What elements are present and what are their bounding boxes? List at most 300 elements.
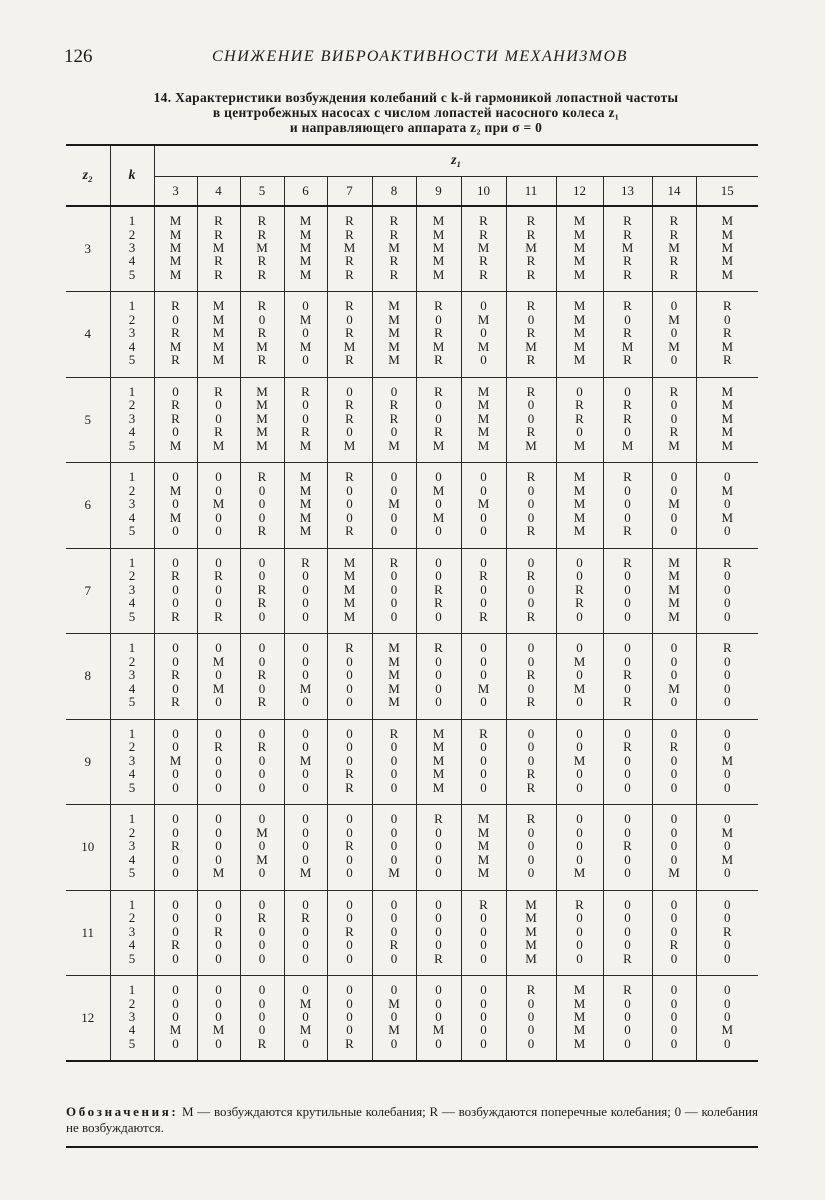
k-value: 4 (128, 766, 136, 782)
table-cell (696, 548, 758, 634)
table-row (66, 206, 758, 292)
cell-codes: R 0 0 R M (432, 383, 445, 453)
cell-codes: R 0 0 0 0 (479, 896, 488, 966)
table-cell (603, 463, 652, 549)
table-cell (603, 890, 652, 976)
table-cell (154, 292, 197, 378)
k-column-cell (110, 463, 154, 549)
table-cell (603, 805, 652, 891)
k-value: 4 (128, 937, 136, 953)
table-cell (603, 634, 652, 720)
table-cell (197, 634, 240, 720)
table-cell (197, 548, 240, 634)
table-row (66, 890, 758, 976)
cell-codes: 0 0 R 0 0 (214, 896, 223, 966)
header-z1-value: 10 (461, 177, 506, 207)
table-cell (197, 890, 240, 976)
table-cell (696, 292, 758, 378)
table-cell (556, 719, 603, 805)
cell-codes: R 0 0 0 0 (434, 640, 443, 710)
row-z2-value: 8 (66, 634, 110, 720)
cell-codes: 0 0 M 0 0 (477, 469, 490, 539)
cell-codes: 0 R R 0 M (343, 383, 356, 453)
cell-codes: R 0 0 R M (212, 383, 225, 453)
table-cell (154, 976, 197, 1062)
cell-codes: 0 M 0 M 0 (668, 298, 680, 368)
table-cell (696, 805, 758, 891)
table-cell (506, 719, 556, 805)
cell-codes: R R M R R (477, 213, 490, 282)
table-cell (652, 805, 696, 891)
caption-line-1: 14. Характеристики возбуждения колебаний с k-й гармоникой лопастной частоты (153, 90, 679, 105)
table-cell (240, 805, 284, 891)
k-column-cell (110, 976, 154, 1062)
cell-codes: 0 0 0 0 R (345, 982, 354, 1051)
cell-codes: M M M M M (721, 383, 734, 453)
table-cell (506, 463, 556, 549)
cell-codes: 0 0 0 M 0 (668, 640, 680, 710)
k-column-cell (110, 890, 154, 976)
table-cell (461, 292, 506, 378)
header-z1-value: 7 (327, 177, 372, 207)
table-cell (197, 206, 240, 292)
table-cell (197, 976, 240, 1062)
table-cell (197, 292, 240, 378)
table-cell (556, 890, 603, 976)
cell-codes: M M M M M (573, 298, 586, 368)
cell-codes: 0 M 0 M 0 (299, 298, 312, 368)
header-z1-value: 15 (696, 177, 758, 207)
table-cell (603, 976, 652, 1062)
cell-codes: 0 0 M 0 0 (668, 469, 680, 539)
cell-codes: M M M M M (169, 213, 182, 282)
k-column-cell (110, 206, 154, 292)
row-z2-value: 7 (66, 548, 110, 634)
table-cell (556, 206, 603, 292)
cell-codes: 0 0 0 0 M (299, 811, 312, 881)
cell-codes: R 0 0 0 0 (722, 640, 732, 710)
table-cell (284, 206, 327, 292)
cell-codes: M M M M M (573, 469, 586, 539)
table-cell (603, 377, 652, 463)
table-cell (327, 634, 372, 720)
cell-codes: 0 0 R 0 R (171, 640, 180, 710)
table-cell (652, 463, 696, 549)
k-value: 2 (128, 653, 136, 669)
table-cell (461, 377, 506, 463)
k-value: 3 (128, 667, 136, 683)
cell-codes: 0 0 0 0 0 (480, 982, 487, 1051)
table-cell (696, 206, 758, 292)
legend-text: M — возбуждаются крутильные колебания; R — возбуждаются поперечные колебания; 0 — колебания не возбуждаются. (66, 1104, 758, 1135)
cell-codes: 0 M 0 M 0 (721, 469, 734, 539)
k-column-cell (110, 548, 154, 634)
header-z1: z₁ (154, 145, 758, 177)
table-cell (416, 976, 461, 1062)
row-z2-value: 4 (66, 292, 110, 378)
k-value: 3 (128, 752, 136, 768)
header-z1-value: 6 (284, 177, 327, 207)
table-cell (240, 548, 284, 634)
cell-codes: 0 0 M 0 0 (212, 469, 225, 539)
table-cell (327, 976, 372, 1062)
cell-codes: 0 M 0 M 0 (573, 640, 586, 710)
cell-codes: 0 R 0 0 0 (257, 896, 267, 966)
table-cell (652, 890, 696, 976)
table-cell (372, 377, 416, 463)
k-value: 4 (128, 253, 136, 269)
table-row (66, 634, 758, 720)
table-row (66, 377, 758, 463)
cell-codes: R R M R R (343, 213, 356, 282)
table-cell (652, 377, 696, 463)
row-z2-value: 6 (66, 463, 110, 549)
k-value: 4 (128, 424, 136, 440)
table-cell (506, 206, 556, 292)
table-cell (556, 976, 603, 1062)
table-cell (372, 206, 416, 292)
k-value: 5 (128, 437, 136, 453)
cell-codes: 0 R R 0 M (573, 383, 586, 453)
k-value: 3 (128, 838, 136, 854)
table-cell (327, 805, 372, 891)
table-cell (197, 719, 240, 805)
table-cell (506, 976, 556, 1062)
k-value: 4 (128, 595, 136, 611)
header-z2: z₂ (66, 145, 110, 206)
table-cell (461, 634, 506, 720)
cell-codes: 0 R 0 0 R (526, 554, 536, 624)
table-cell (416, 805, 461, 891)
k-value: 1 (128, 213, 136, 229)
cell-codes: 0 0 0 M 0 (212, 982, 225, 1051)
table-cell (696, 976, 758, 1062)
cell-codes: M M M M M (573, 213, 586, 282)
cell-codes: 0 0 0 R R (526, 725, 536, 795)
table-cell (603, 206, 652, 292)
legend-label: Обозначения: (66, 1104, 179, 1119)
cell-codes: R R M R R (525, 213, 537, 282)
cell-codes: R 0 R M R (343, 298, 356, 368)
k-value: 5 (128, 352, 136, 368)
table-cell (556, 292, 603, 378)
table-cell (372, 634, 416, 720)
cell-codes: 0 0 0 0 0 (670, 982, 678, 1051)
k-value: 2 (128, 739, 136, 755)
cell-codes: 0 0 0 0 M (668, 811, 680, 881)
table-cell (284, 548, 327, 634)
cell-codes: 0 R 0 0 R (171, 554, 180, 624)
k-value: 1 (128, 383, 136, 399)
cell-codes: R 0 0 0 0 (345, 640, 354, 710)
k-value: 4 (128, 851, 136, 867)
table-cell (506, 890, 556, 976)
table-cell (696, 634, 758, 720)
cell-codes: R 0 0 R M (525, 383, 537, 453)
header-z1-value: 14 (652, 177, 696, 207)
cell-codes: 0 R 0 0 0 (301, 896, 310, 966)
table-cell (696, 463, 758, 549)
cell-codes: 0 0 M 0 0 (169, 725, 182, 795)
table-cell (556, 377, 603, 463)
table-cell (327, 206, 372, 292)
k-value: 3 (128, 1009, 136, 1024)
table-cell (154, 890, 197, 976)
cell-codes: R R M R R (256, 213, 268, 282)
header-z1-value: 8 (372, 177, 416, 207)
k-value: 5 (128, 608, 136, 624)
table-row (66, 805, 758, 891)
cell-codes: 0 M 0 M 0 (432, 469, 445, 539)
table-cell (197, 463, 240, 549)
table-cell (240, 377, 284, 463)
k-value: 3 (128, 923, 136, 939)
table-cell (284, 805, 327, 891)
cell-codes: M M M M M (668, 554, 680, 624)
cell-codes: 0 0 R 0 R (623, 640, 632, 710)
table-cell (154, 634, 197, 720)
table-cell (284, 890, 327, 976)
table-cell (416, 206, 461, 292)
table-cell (240, 976, 284, 1062)
k-column-cell (110, 719, 154, 805)
cell-codes: R 0 0 0 0 (575, 896, 584, 966)
table-cell (506, 548, 556, 634)
cell-codes: 0 R 0 0 0 (214, 725, 223, 795)
table-cell (372, 463, 416, 549)
cell-codes: 0 R 0 0 R (479, 554, 488, 624)
table-cell (506, 292, 556, 378)
k-value: 1 (128, 896, 136, 912)
table-cell (652, 206, 696, 292)
table-cell (154, 719, 197, 805)
cell-codes: 0 M 0 M 0 (212, 640, 225, 710)
header-z1-value: 9 (416, 177, 461, 207)
k-value: 2 (128, 482, 136, 498)
table-cell (506, 634, 556, 720)
table-cell (154, 377, 197, 463)
table-cell (416, 377, 461, 463)
cell-codes: 0 0 0 0 M (212, 811, 225, 881)
table-row (66, 292, 758, 378)
table-cell (652, 548, 696, 634)
k-value: 5 (128, 523, 136, 539)
cell-codes: 0 0 0 0 M (573, 811, 586, 881)
table-cell (327, 890, 372, 976)
cell-codes: 0 0 0 R 0 (171, 896, 180, 966)
table-cell (603, 548, 652, 634)
table-cell (240, 206, 284, 292)
cell-codes: 0 0 0 0 R (257, 982, 267, 1051)
cell-codes: 0 0 0 0 R (434, 896, 443, 966)
k-value: 4 (128, 680, 136, 696)
table-caption (66, 90, 766, 135)
cell-codes: R 0 R M R (432, 298, 445, 368)
cell-codes: 0 0 R 0 0 (171, 811, 180, 881)
cell-codes: 0 0 R 0 0 (722, 896, 732, 966)
caption-line-3: и направляющего аппарата z₂ при σ = 0 (289, 120, 543, 135)
cell-codes: 0 R R 0 M (169, 383, 182, 453)
cell-codes: M M M M M (477, 383, 490, 453)
k-value: 5 (128, 1035, 136, 1051)
k-value: 4 (128, 338, 136, 354)
table-cell (556, 463, 603, 549)
cell-codes: R 0 0 0 R (623, 469, 632, 539)
table-cell (327, 548, 372, 634)
cell-codes: R 0 0 0 0 (722, 554, 732, 624)
k-value: 3 (128, 410, 136, 426)
table-cell (327, 463, 372, 549)
caption-line-2: в центробежных насосах с числом лопастей насосного колеса z₁ (212, 105, 620, 120)
table-cell (506, 805, 556, 891)
cell-codes: M M M M M (256, 383, 268, 453)
cell-codes: R 0 0 0 0 (301, 554, 310, 624)
cell-codes: M M M M M (299, 469, 312, 539)
table-cell (506, 377, 556, 463)
table-row (66, 463, 758, 549)
cell-codes: M M M M M (388, 298, 400, 368)
cell-codes: R 0 0 R M (668, 383, 680, 453)
cell-codes: 0 0 0 R 0 (389, 896, 399, 966)
cell-codes: 0 0 0 0 R (623, 896, 632, 966)
k-value: 2 (128, 910, 136, 926)
cell-codes: 0 0 R 0 0 (345, 896, 354, 966)
table-cell (372, 890, 416, 976)
cell-codes: R 0 R M R (621, 298, 634, 368)
k-value: 1 (128, 725, 136, 741)
table-cell (197, 805, 240, 891)
table-cell (372, 976, 416, 1062)
k-value: 2 (128, 226, 136, 242)
row-z2-value: 11 (66, 890, 110, 976)
cell-codes: M M M M M (299, 213, 312, 282)
table-cell (603, 292, 652, 378)
cell-codes: 0 R 0 0 0 (623, 725, 632, 795)
cell-codes: R 0 0 0 R (345, 469, 354, 539)
table-cell (327, 292, 372, 378)
cell-codes: 0 R R 0 M (388, 383, 400, 453)
header-z1-value: 13 (603, 177, 652, 207)
table-cell (652, 719, 696, 805)
table-cell (154, 463, 197, 549)
cell-codes: R R M R R (668, 213, 680, 282)
cell-codes: 0 0 R 0 0 (345, 811, 354, 881)
header-z1-value: 4 (197, 177, 240, 207)
k-value: 1 (128, 640, 136, 656)
cell-codes: 0 R 0 0 0 (257, 725, 267, 795)
cell-codes: 0 0 M 0 0 (573, 725, 586, 795)
table-cell (284, 292, 327, 378)
k-value: 1 (128, 469, 136, 485)
table-cell (461, 206, 506, 292)
table-cell (284, 463, 327, 549)
k-value: 3 (128, 581, 136, 597)
cell-codes: 0 0 0 R 0 (669, 896, 679, 966)
cell-codes: 0 0 R R 0 (434, 554, 443, 624)
k-value: 5 (128, 694, 136, 710)
cell-codes: 0 0 0 M 0 (477, 640, 490, 710)
table-cell (284, 634, 327, 720)
k-value: 2 (128, 824, 136, 840)
table-cell (197, 377, 240, 463)
cell-codes: 0 M 0 M 0 (477, 298, 490, 368)
table-cell (372, 292, 416, 378)
table-cell (652, 634, 696, 720)
table-cell (603, 719, 652, 805)
cell-codes: M M M M M (721, 213, 734, 282)
k-value: 2 (128, 311, 136, 327)
table-cell (696, 377, 758, 463)
cell-codes: 0 R R 0 M (621, 383, 634, 453)
table-row (66, 548, 758, 634)
cell-codes: R R M R R (212, 213, 225, 282)
k-value: 2 (128, 397, 136, 413)
cell-codes: 0 0 0 R R (345, 725, 354, 795)
row-z2-value: 3 (66, 206, 110, 292)
header-z1-value: 12 (556, 177, 603, 207)
cell-codes: R R M R R (621, 213, 634, 282)
k-column-cell (110, 377, 154, 463)
table-row (66, 976, 758, 1062)
table-cell (461, 719, 506, 805)
k-value: 1 (128, 554, 136, 570)
cell-codes: R R M R R (388, 213, 400, 282)
cell-codes: 0 0 R R 0 (257, 554, 267, 624)
cell-codes: R 0 R M R (256, 298, 268, 368)
table-cell (652, 292, 696, 378)
cell-codes: R 0 0 0 R (257, 469, 267, 539)
cell-codes: R 0 0 0 0 (526, 982, 536, 1051)
cell-codes: M M M M M (212, 298, 225, 368)
table-cell (240, 890, 284, 976)
k-column-cell (110, 634, 154, 720)
table-cell (556, 805, 603, 891)
cell-codes: 0 0 R R 0 (575, 554, 584, 624)
k-column-cell (110, 292, 154, 378)
k-value: 3 (128, 240, 136, 255)
k-value: 4 (128, 509, 136, 525)
running-title: СНИЖЕНИЕ ВИБРОАКТИВНОСТИ МЕХАНИЗМОВ (212, 48, 628, 65)
table-cell (240, 292, 284, 378)
header-z1-value: 5 (240, 177, 284, 207)
cell-codes: R 0 0 0 0 (623, 554, 632, 624)
k-column-cell (110, 805, 154, 891)
k-value: 1 (128, 982, 136, 998)
cell-codes: 0 0 0 M 0 (299, 640, 312, 710)
k-value: 1 (128, 811, 136, 827)
table-cell (461, 805, 506, 891)
cell-codes: 0 0 0 0 M (388, 811, 400, 881)
table-cell (416, 463, 461, 549)
table-cell (696, 719, 758, 805)
page-number: 126 (64, 46, 93, 67)
cell-codes: R 0 R M R (525, 298, 537, 368)
table-cell (240, 719, 284, 805)
table-cell (284, 377, 327, 463)
cell-codes: 0 0 R 0 R (526, 640, 536, 710)
cell-codes: R 0 0 0 0 (479, 725, 488, 795)
table-cell (154, 805, 197, 891)
header-k: k (110, 145, 154, 206)
cell-codes: 0 M 0 M 0 (388, 982, 400, 1051)
header-z1-value: 11 (506, 177, 556, 207)
row-z2-value: 5 (66, 377, 110, 463)
excitation-table (66, 144, 758, 1062)
cell-codes: 0 0 0 M 0 (721, 982, 734, 1051)
table-cell (154, 206, 197, 292)
cell-codes: 0 R 0 0 0 (669, 725, 679, 795)
cell-codes: 0 M 0 M 0 (299, 982, 312, 1051)
